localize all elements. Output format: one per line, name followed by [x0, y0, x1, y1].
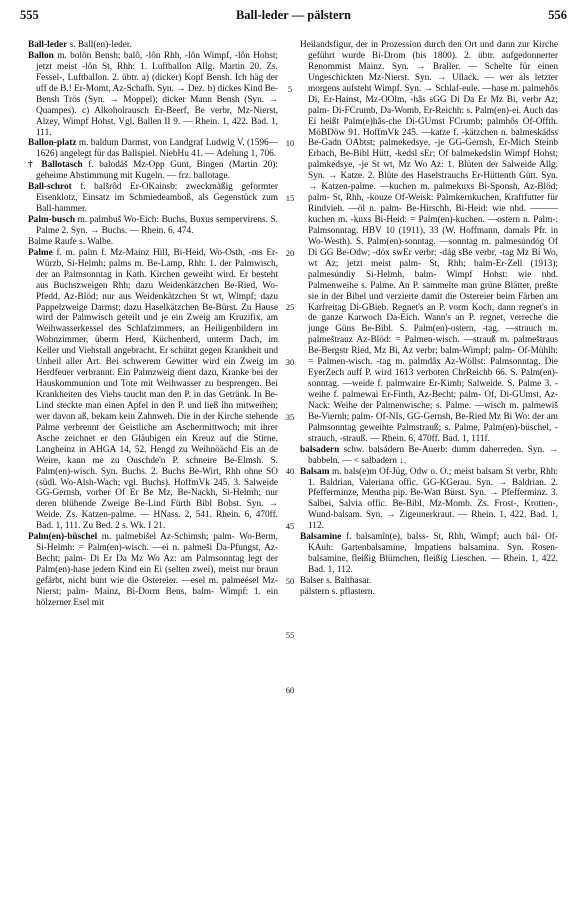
page-number-right: 556 [548, 8, 567, 22]
dictionary-entry [300, 532, 558, 576]
entry-body: m. bolôn Bensh; balô, -lôn Rhh, -lôn Wimpf, -lôn Hohst; jetzt meist -lôn St, Rhh: 1. Luftballon Allg. Martin 20. Zs. Fessel-, Luftballon. 2. übtr. a) (dicker) Kopf Bensh. Ich häg der uff de B.! Er-Momt, Az-Schafh. Syn. → Dez. b) dickes Kind Be-Bensh Trös (Syn. → Moppel); dicker Mann Bensh (Syn. → Quampes). c) Alkoholrausch Er-Beerf, Be verbr, Mz-Nierst, Alzey, Wimpf Hohst. Vgl. Ballen II 9. — Rhein. 1, 422. Bad. 1, 111. [36, 50, 278, 138]
entry-body: Balser s. Balthasar. [300, 575, 372, 586]
dictionary-entry [300, 467, 558, 533]
entry-body: Heilandsfigur, der in Prozession durch den Ort und dann zur Kirche geführt wurde Bi-Drom (bis 1800). 2. übtr. aufgedonnerter Renommist Mainz. Syn. → Braller. — Schelte für einen Ungeschickten Mz-Nierst. Syn. → Ullack. — wer als letzter morgens aufsteht Wimpf. Syn. → Schlaf-eule. —hase m. palmehôs Di, Er-Hainst, Mz-OOlm, -hâs sGG Di Da Er Mz Bi, verbr Az; palm- Di-FCrumb, Da-Womb, Er-Reichh: s. Palm(en)-ei. Auch das Ei heißt Palm(e)hâs-che Di-GUmst FCrumb; palmhôs Of-Offth. MöBDöw 91. HoffmVk 245. —katze f. -kätzchen n. balmeskádss Be-Gadn OAbtst; palmekedsye, -je GG-Gernsh, Er-Mich Steinb Erbach, Be-Bibl Hütt, -kedsl sEr; Of balmekedslin Wimpf Hohst; palmkedsye, -je St wt, Mz Wo Az: 1. Blüten der Salweide Allg. Syn. → Katze. 2. Blüte des Haselstrauchs Er-Hüttenth Gütt. Syn. → Katzen-palme. —kuchen m. palmekuxs Bi-Sponsh, Az-Blöd; palm- St, Rhh, -kouze Of-Weisk: Palmkernkuchen, Kraftfutter für Rindvieh. —öl n. palm- Be-Hirschh, Bi-Heid: wie nhd. ———kuchen m. -kuxs Bi-Heid: = Palm(en)-kuchen. —ostern n. Palm-: Palmsonntag. HBV 10 (1911), 33 (W. Hoffmann, damals Pfr. in Wo-Westh). S. Palm(en)-sonntag. —sonntag m. palmesúndóg Of Di GG Be-Odw; -dóx swEr verbr; -dág sBe verbr, -tag Mz Bi Wo, wt Az; jetzt meist palm- St, Rhh; balm-Er-Zell (1913); palmesúndiy Si-Helmh, balm- Wimpf Hohst: wie nhd. Palmenweihe s. Palme. An P. sammelte man grüne Blätter, preßte sie in der Bibel und verzierte damit die Ostereier beim Färben am Karfreitag Di-GBieb. Regnet's an P. vorm Koch, dann regnet's in de ganze Karwoch Da-Eich. Wann's an P. regnet, verreche die junge Güns Be-Bibl. S. Palm(en)-ostern, -tag. —strauch m. palmeštrauz Az-Blöd: = Palmen-wisch. —strauß m. palmeštraus Be-Bergstr Ried, Mz Bi, Az verbr; balm-Wimpf; palm- Of-Mühlh: = Palmen-wisch. -tag m. palmdâx Az-Wöllst: Palmsonntag. Die EyerZech auff P. wird 1613 verboten ChrReichb 66. S. Palm(en)-sonntag. —weide f. palmwaire Er-Kimb; Salweide. S. Palme 3. -weihe f. palmewai Er-Finth, Az-Becht; palm- Of, Di-GUmst, Az-Nack: Weihe der Palmenwische; s. Palme. —wisch m. palmewiš Be-Viernh; palm- Of-NIs, GG-Gernsh, Be-Ried Mz Bi Wo: der am Palmsonntag geweihte Palmstrauß; s. Palme, Palm(en)-büschel, -strauch, -strauß. — Rhein. 6, 470ff. Bad. 1, 111f. [300, 40, 558, 444]
dictionary-entry [28, 215, 278, 237]
dictionary-entry [28, 182, 278, 215]
dictionary-entry [300, 587, 558, 598]
entry-headword: balsadern [300, 444, 340, 455]
line-number: 30 [285, 356, 295, 367]
line-number: 10 [285, 138, 295, 149]
entry-headword: Balsamine [300, 532, 342, 543]
line-number: 20 [285, 247, 295, 258]
dictionary-entry [300, 445, 558, 467]
line-number: 35 [285, 411, 295, 422]
left-column [28, 40, 278, 609]
entry-body: m. palmebišel Az-Schimsh; palm- Wo-Berm, Si-Helmh: = Palm(en)-wisch. —ei n. palmeši Da-Pfungst, Az-Becht; palm- Di Er Da Mz Wo Az: am Palmsonntag legt der Palm(en)-hase jedem Kind ein Ei (selten zwei), meist nur braun gefärbt, nicht bunt wie die Ostereier. —esel m. palmeésel Mz-Nierst; palm- Mainz, Bi-Dorm Bens, balm- Wimpf: 1. ein hölzerner Esel mit [36, 532, 278, 608]
line-number: 60 [285, 684, 295, 695]
line-number: 15 [285, 193, 295, 204]
dictionary-entry [300, 576, 558, 587]
dictionary-entry [28, 532, 278, 609]
line-number: 55 [285, 630, 295, 641]
entry-body: Balme Raufe s. Walbe. [28, 236, 114, 247]
entry-headword: † Ballotasch [28, 160, 83, 171]
entry-headword: Palm(en)-büschel [28, 532, 98, 543]
page-number-left: 555 [20, 8, 39, 22]
entry-body: m. palmbuš Wo-Eich: Buchs, Buxus sempervirens. S. Palme 2. Syn. → Buchs. — Rhein. 6, 474. [36, 215, 278, 236]
entry-body: f. balsamîn(e), balss- St, Rhh, Wimpf; auch bál- Of-KAuh: Gartenbalsamine, Impatiens balsamina. Syn. Rosen-balsamine, fleißig Blümchen, fleißig Lieschen. — Rhein. 1, 422. Bad. 1, 112. [308, 532, 558, 575]
dictionary-entry [28, 138, 278, 160]
dictionary-entry [28, 51, 278, 139]
dictionary-entry [300, 40, 558, 445]
entry-headword: Palme [28, 247, 53, 258]
entry-body: f. balodáš Mz-Opp Gunt, Bingen (Martin 20): geheime Abstimmung mit Kugeln. — frz. ballotage. [36, 160, 278, 182]
entry-headword: Ballon [28, 50, 54, 61]
dictionary-entry [28, 237, 278, 248]
line-number: 5 [287, 83, 293, 94]
entry-body: f. m. palm f. Mz-Mainz Hill, Bi-Heid, Wo-Osth, -ms Er-Würzb, Si-Helmh; palms m. Be-Lamp, Rhh: 1. der Palmwisch, der an Palmsonntag in Kath. Kirchen geweiht wird. Er besteht aus Buchszweigen Rhh; dazu Weidenkätzchen Be-Ried, Wo-Pfedd, Az-Blöd; nur aus Weidenkätzchen St wt, Wimpf; dazu Pappelzweige Darmst; dazu Haselkätzchen Be-Bürst. Zu Hause wird der Palmwisch geteilt und je ein Zweig am Kruzifix, am Weihwasserkessel des Schlafzimmers, an Heiligenbildern im Wohnzimmer, überm Herd, Küchenherd, unterm Dach, im Keller und Viehstall angebracht. Er schützt gegen Krankheit und Unheil aller Art. Bei schwerem Gewitter wird ein Zweig im Herdfeuer verbrannt. Ein Palmzweig dient dazu, Kranke bei der Hauskommunion und Tote mit Weihwasser zu besprengen. Bei Krankheiten des Viehs taucht man den P. in das Getränk. In Be-Lind steckte man einen Apfel in den P. und ließ ihn mitweihen; wer davon aß, bekam kein Zahnweh. Die in der Kirche stehende Palme verbrennt der Geistliche am Aschermittwoch; mit ihrer Asche zeichnet er den Gläubigen ein Kreuz auf die Stirne. Langheinz in AHGA 14, 52. Hengd zu Weihnöächd Eis an de Weire, kann me zu Ouschde'n P. schneire Be-Elmsh. S. Palm(en)-wisch. Syn. Buchs. 2. Buchs Be-Wirt, Rhh ohne SO (südl. Wo-Alsh-Wach; vgl. Buchs). HoffmVk 245. 3. Salweide GG-Gernsh, vorher Of Er Be Mz, Be-Nackh, Si-Helmh; nur deren blühende Zweige Be-Lind Fürth Bibl Bobst. Syn. → Weide. Zs. Katzen-palme. — HNass. 2, 541. Rhein. 6, 470ff. Bad. 1, 111. Zu Bed. 2 s. Wk. I 21. [36, 247, 278, 532]
dictionary-entry [28, 40, 278, 51]
right-column [300, 40, 558, 598]
entry-body: schw. balsádern Be-Auerb: dumm daherreden. Syn. → babbeln. — < salbadern ↓. [308, 444, 558, 466]
entry-body: m. bals(e)m Of-Jüg, Odw o. O.; meist balsam St verbr, Rhh: 1. Baldrian, Valeriana offic. GG-KGerau. Syn. → Baldrian. 2. Pfefferminze, Mentha pip. Be-Watt Bürst. Syn. → Pfefferminz. 3. Salbei, Salvia offic. Be-Bibl, Mz-Momb. Zs. Frost-, Krotten-, Wund-balsam. Syn. → Zigeunerkraut. — Rhein. 1, 422. Bad. 1, 112. [308, 466, 558, 532]
line-number: 45 [285, 520, 295, 531]
dictionary-entry [28, 248, 278, 532]
entry-headword: Palm-busch [28, 215, 76, 225]
line-number: 40 [285, 466, 295, 477]
running-title: Ball-leder — pälstern [235, 8, 352, 22]
entry-headword: Balsam [300, 466, 330, 477]
dictionary-entry [28, 160, 278, 182]
line-number: 50 [285, 575, 295, 586]
entry-body: m. baldum Darmst, von Landgraf Ludwig V. (1596—1626) angelegt für das Ballspiel. NiebHu 41. — Adelung 1, 706. [36, 138, 278, 160]
line-number: 25 [285, 302, 295, 313]
entry-body: f. balšrôd Er-OKainsb: zweckmäßig geformter Eisenklotz, Einsatz im Schmiedeamboß, als Gegenstück zum Ball-hammer. [36, 182, 278, 215]
entry-headword: Ball-schrot [28, 182, 72, 193]
entry-body: s. Ball(en)-leder. [67, 40, 132, 50]
entry-headword: Ballon-platz [28, 138, 77, 149]
entry-headword: Ball-leder [28, 40, 68, 50]
page-header [20, 8, 567, 24]
entry-body: pälstern s. pflastern. [300, 586, 375, 597]
